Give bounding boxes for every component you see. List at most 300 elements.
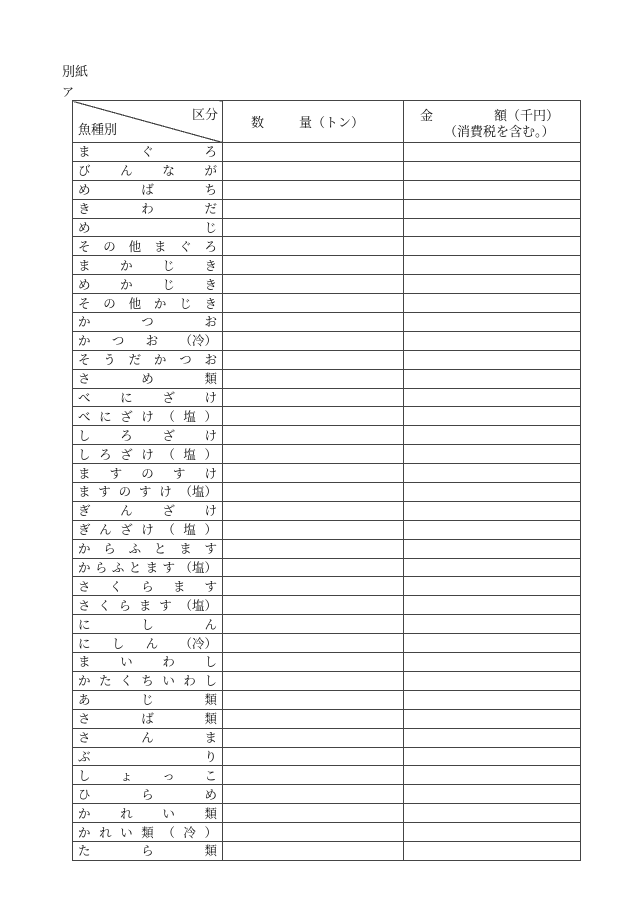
fish-name-cell (73, 369, 223, 388)
fish-name (73, 767, 222, 784)
fish-name-char: （塩） (179, 484, 217, 500)
fish-name-char: あ (78, 692, 91, 708)
fish-name (73, 672, 222, 689)
quantity-cell[interactable] (223, 823, 404, 842)
fish-name-char: び (78, 163, 91, 179)
fish-name-char: （ (162, 446, 175, 462)
fish-name (73, 729, 222, 746)
fish-name-cell (73, 653, 223, 672)
fish-name-cell (73, 388, 223, 407)
table-row (73, 369, 581, 388)
quantity-cell[interactable] (223, 785, 404, 804)
table-row (73, 823, 581, 842)
quantity-cell[interactable] (223, 388, 404, 407)
table-row (73, 653, 581, 672)
fish-name (73, 200, 222, 217)
table-row (73, 577, 581, 596)
fish-name-char: の (103, 295, 116, 311)
amount-cell[interactable] (404, 180, 581, 199)
header-diagonal-cell (73, 101, 223, 143)
fish-name-char: ぎ (78, 522, 91, 538)
fish-name-char: く (98, 597, 111, 613)
fish-name-char: ） (204, 446, 217, 462)
quantity-cell[interactable] (223, 445, 404, 464)
amount-cell[interactable] (404, 690, 581, 709)
fish-name (73, 653, 222, 670)
fish-name-char: ろ (204, 238, 217, 254)
fish-name-char: つ (111, 333, 125, 349)
amount-header-part2: 額（千円） (494, 109, 560, 124)
fish-name-char: （塩） (179, 560, 217, 576)
fish-name-cell (73, 804, 223, 823)
fish-name-char: け (204, 427, 217, 443)
fish-name (73, 219, 222, 236)
fish-name-char: ざ (162, 390, 175, 406)
table-row (73, 558, 581, 577)
fish-name-char: さ (78, 730, 91, 746)
amount-cell[interactable] (404, 143, 581, 162)
amount-cell[interactable] (404, 615, 581, 634)
fish-name-char: れ (120, 805, 133, 821)
quantity-cell[interactable] (223, 709, 404, 728)
fish-name-char: さ (78, 371, 91, 387)
fish-name-cell (73, 596, 223, 615)
quantity-cell[interactable] (223, 747, 404, 766)
fish-name-char: り (204, 748, 217, 764)
quantity-cell[interactable] (223, 766, 404, 785)
fish-catch-table (72, 100, 581, 861)
amount-cell[interactable] (404, 161, 581, 180)
fish-name-char: し (141, 616, 154, 632)
fish-name-char: ざ (162, 427, 175, 443)
table-row (73, 331, 581, 350)
fish-name-cell (73, 180, 223, 199)
quantity-cell[interactable] (223, 180, 404, 199)
fish-name-char: 類 (204, 805, 217, 821)
quantity-cell[interactable] (223, 728, 404, 747)
fish-name-cell (73, 539, 223, 558)
fish-name-char: し (204, 673, 217, 689)
table-row (73, 426, 581, 445)
amount-cell[interactable] (404, 369, 581, 388)
quantity-cell[interactable] (223, 294, 404, 313)
fish-name-char: け (204, 503, 217, 519)
fish-name-char: つ (141, 314, 154, 330)
amount-cell[interactable] (404, 294, 581, 313)
quantity-cell[interactable] (223, 653, 404, 672)
fish-name-char: か (78, 333, 91, 349)
fish-name-char: ふ (128, 541, 142, 557)
fish-name-char: わ (141, 201, 154, 217)
fish-name-char: （ (162, 522, 175, 538)
fish-name-char: す (138, 484, 152, 500)
amount-cell[interactable] (404, 199, 581, 218)
table-row (73, 218, 581, 237)
fish-name-char: き (78, 201, 91, 217)
quantity-cell[interactable] (223, 501, 404, 520)
fish-name (73, 502, 222, 519)
quantity-cell[interactable] (223, 331, 404, 350)
fish-name-char: か (78, 314, 91, 330)
fish-name-cell (73, 331, 223, 350)
fish-name-char: ざ (120, 446, 133, 462)
fish-name-char: け (141, 522, 154, 538)
amount-cell[interactable] (404, 388, 581, 407)
fish-name-char: ら (94, 560, 108, 576)
amount-cell[interactable] (404, 785, 581, 804)
quantity-cell[interactable] (223, 275, 404, 294)
table-row (73, 143, 581, 162)
amount-cell[interactable] (404, 653, 581, 672)
fish-name (73, 276, 222, 293)
fish-name (73, 483, 222, 500)
category-header: 区分 (191, 108, 218, 123)
amount-cell[interactable] (404, 577, 581, 596)
quantity-cell[interactable] (223, 558, 404, 577)
fish-name-char: わ (162, 654, 175, 670)
fish-name-char: 類 (204, 711, 217, 727)
fish-name-cell (73, 445, 223, 464)
fish-name-char: ろ (204, 144, 217, 160)
fish-name (73, 143, 222, 160)
amount-cell[interactable] (404, 331, 581, 350)
table-row (73, 161, 581, 180)
fish-name-char: ふ (111, 560, 125, 576)
table-row (73, 615, 581, 634)
quantity-cell[interactable] (223, 520, 404, 539)
fish-name-char: ら (103, 541, 116, 557)
amount-cell[interactable] (404, 275, 581, 294)
fish-name-char: ） (204, 408, 217, 424)
fish-name-char: じ (141, 692, 154, 708)
amount-cell[interactable] (404, 671, 581, 690)
fish-name-char: （塩） (179, 597, 217, 613)
fish-name-cell (73, 161, 223, 180)
quantity-cell[interactable] (223, 199, 404, 218)
fish-name-char: お (145, 333, 159, 349)
fish-name-char: 冷 (183, 824, 196, 840)
fish-name-char: さ (78, 597, 91, 613)
amount-cell[interactable] (404, 823, 581, 842)
fish-name-char: べ (78, 390, 91, 406)
quantity-cell[interactable] (223, 237, 404, 256)
quantity-cell[interactable] (223, 577, 404, 596)
fish-name-char: 類 (141, 824, 154, 840)
amount-cell[interactable] (404, 709, 581, 728)
fish-name (73, 332, 222, 349)
amount-cell[interactable] (404, 747, 581, 766)
fish-name-char: ぎ (78, 503, 91, 519)
fish-name-char: け (141, 446, 154, 462)
fish-name (73, 465, 222, 482)
fish-name-char: だ (128, 352, 142, 368)
fish-name-char: ば (141, 182, 154, 198)
fish-name-char: う (103, 352, 116, 368)
fish-name-cell (73, 634, 223, 653)
fish-name-char: ぐ (179, 238, 192, 254)
amount-cell[interactable] (404, 596, 581, 615)
fish-name-char: さ (78, 711, 91, 727)
fish-name-char: そ (78, 295, 91, 311)
fish-name-char: さ (78, 578, 91, 594)
fish-name-char: じ (162, 257, 175, 273)
quantity-cell[interactable] (223, 464, 404, 483)
fish-name-char: に (78, 616, 91, 632)
quantity-cell[interactable] (223, 218, 404, 237)
table-row (73, 350, 581, 369)
fish-name-char: く (120, 673, 133, 689)
quantity-cell[interactable] (223, 350, 404, 369)
fish-name-cell (73, 199, 223, 218)
fish-name (73, 427, 222, 444)
amount-cell[interactable] (404, 256, 581, 275)
fish-name-char: ろ (120, 427, 133, 443)
fish-name-char: め (78, 220, 91, 235)
amount-cell[interactable] (404, 313, 581, 332)
table-row (73, 709, 581, 728)
fish-name-char: ら (141, 578, 154, 594)
fish-name-cell (73, 294, 223, 313)
fish-name-char: （冷） (179, 635, 217, 651)
fish-name-cell (73, 747, 223, 766)
fish-name-cell (73, 426, 223, 445)
fish-name-char: ら (141, 843, 154, 859)
table-row (73, 596, 581, 615)
fish-name-char: ） (204, 522, 217, 538)
amount-cell[interactable] (404, 501, 581, 520)
fish-name (73, 805, 222, 822)
fish-name-char: か (78, 673, 91, 689)
fish-name-char: き (204, 276, 217, 292)
fish-name-cell (73, 766, 223, 785)
amount-cell[interactable] (404, 445, 581, 464)
fish-name (73, 597, 222, 614)
fish-name-char: し (78, 427, 91, 443)
fish-name-char: じ (204, 220, 217, 235)
fish-name-char: わ (183, 673, 196, 689)
fish-name-char: か (78, 824, 91, 840)
fish-name (73, 351, 222, 368)
fish-name (73, 521, 222, 538)
quantity-cell[interactable] (223, 407, 404, 426)
fish-name (73, 238, 222, 255)
amount-cell[interactable] (404, 634, 581, 653)
fish-name-char: に (99, 408, 112, 424)
fish-name-cell (73, 237, 223, 256)
fish-name-char: け (204, 465, 217, 481)
fish-name (73, 824, 222, 841)
fish-name-char: な (162, 163, 175, 179)
fish-name-char: ） (204, 824, 217, 840)
quantity-cell[interactable] (223, 143, 404, 162)
quantity-cell[interactable] (223, 313, 404, 332)
fish-name-char: ま (78, 484, 91, 500)
fish-name-char: く (109, 578, 123, 594)
fish-name-cell (73, 501, 223, 520)
fish-name-cell (73, 275, 223, 294)
fish-name-char: ん (99, 522, 112, 538)
quantity-cell[interactable] (223, 539, 404, 558)
fish-name-char: ま (145, 560, 159, 576)
fish-name-char: ま (138, 597, 152, 613)
fish-name-char: し (204, 654, 217, 670)
amount-cell[interactable] (404, 483, 581, 502)
fish-name-char: ま (153, 238, 167, 254)
table-row (73, 237, 581, 256)
fish-name (73, 446, 222, 463)
amount-cell[interactable] (404, 426, 581, 445)
fish-name-char: ま (172, 578, 186, 594)
fish-name-char: 塩 (183, 446, 196, 462)
quantity-cell[interactable] (223, 369, 404, 388)
amount-cell[interactable] (404, 804, 581, 823)
fish-name-char: い (162, 673, 175, 689)
fish-name-char: す (98, 484, 111, 500)
fish-name-char: め (141, 371, 154, 387)
fish-name-char: け (141, 408, 154, 424)
amount-cell[interactable] (404, 841, 581, 860)
table-row (73, 766, 581, 785)
fish-name-cell (73, 671, 223, 690)
fish-name-char: れ (99, 824, 112, 840)
fish-name-char: ん (120, 163, 133, 179)
fish-name-cell (73, 350, 223, 369)
fish-name-char: 塩 (183, 408, 196, 424)
fish-name-char: 類 (204, 692, 217, 708)
amount-cell[interactable] (404, 237, 581, 256)
fish-name-char: き (204, 295, 217, 311)
amount-cell[interactable] (404, 520, 581, 539)
fish-name-char: ざ (120, 408, 133, 424)
fish-name-char: そ (78, 352, 91, 368)
quantity-cell[interactable] (223, 690, 404, 709)
quantity-cell[interactable] (223, 615, 404, 634)
fish-name-char: し (78, 446, 91, 462)
fish-name-char: （冷） (179, 333, 217, 349)
fish-name-char: ま (78, 654, 91, 670)
fish-name-char: ま (179, 541, 192, 557)
fish-name-char: べ (78, 408, 91, 424)
fish-name-char: ざ (120, 522, 133, 538)
quantity-cell[interactable] (223, 426, 404, 445)
amount-header-part1: 金 (420, 109, 434, 124)
fish-name-char: お (204, 314, 217, 330)
amount-cell[interactable] (404, 464, 581, 483)
amount-header-cell (404, 101, 581, 143)
fish-name-char: め (78, 182, 91, 198)
table-row (73, 483, 581, 502)
fish-name-cell (73, 558, 223, 577)
table-row (73, 841, 581, 860)
fish-name-char: 類 (204, 371, 217, 387)
fish-name (73, 635, 222, 652)
table-row (73, 671, 581, 690)
table-row (73, 294, 581, 313)
fish-name-cell (73, 483, 223, 502)
fish-name-cell (73, 407, 223, 426)
fish-name-cell (73, 690, 223, 709)
fish-name-cell (73, 577, 223, 596)
fish-name-char: ち (141, 673, 154, 689)
fish-name (73, 786, 222, 803)
amount-cell[interactable] (404, 558, 581, 577)
fish-name-char: す (172, 465, 186, 481)
fish-name-char: か (78, 541, 91, 557)
fish-name-cell (73, 785, 223, 804)
amount-cell[interactable] (404, 728, 581, 747)
quantity-cell[interactable] (223, 804, 404, 823)
fish-name-char: じ (179, 295, 192, 311)
fish-name-char: 類 (204, 843, 217, 859)
fish-name-cell (73, 728, 223, 747)
fish-name-char: こ (204, 767, 217, 783)
table-row (73, 747, 581, 766)
fish-name-cell (73, 313, 223, 332)
fish-name-char: ち (204, 182, 217, 198)
fish-name-char: つ (179, 352, 192, 368)
fish-name-char: ぐ (141, 144, 154, 160)
fish-name-char: に (78, 635, 91, 651)
table-row (73, 199, 581, 218)
table-row (73, 388, 581, 407)
fish-name (73, 578, 222, 595)
fish-name-char: め (78, 276, 91, 292)
table-row (73, 728, 581, 747)
amount-cell[interactable] (404, 407, 581, 426)
fish-name-char: い (120, 654, 133, 670)
fish-name-char: だ (204, 201, 217, 217)
fish-name-char: の (141, 465, 154, 481)
quantity-cell[interactable] (223, 596, 404, 615)
fish-name-cell (73, 615, 223, 634)
quantity-cell[interactable] (223, 634, 404, 653)
table-row (73, 180, 581, 199)
fish-name-char: （ (162, 408, 175, 424)
fish-name-char: ん (141, 730, 154, 746)
amount-cell[interactable] (404, 766, 581, 785)
fish-name-char: 他 (128, 238, 142, 254)
fish-name-char: の (103, 238, 116, 254)
quantity-cell[interactable] (223, 483, 404, 502)
fish-name (73, 616, 222, 633)
fish-name-char: か (120, 257, 133, 273)
amount-cell[interactable] (404, 350, 581, 369)
amount-cell[interactable] (404, 218, 581, 237)
table-row (73, 464, 581, 483)
quantity-cell[interactable] (223, 671, 404, 690)
table-row (73, 313, 581, 332)
fish-name-char: い (120, 824, 133, 840)
quantity-cell[interactable] (223, 161, 404, 180)
fish-name-char: ひ (78, 786, 91, 802)
fish-name-char: そ (78, 238, 91, 254)
quantity-cell[interactable] (223, 256, 404, 275)
fish-name-char: ざ (162, 503, 175, 519)
fish-name-cell (73, 823, 223, 842)
fish-name-char: 他 (128, 295, 142, 311)
section-label: ア (62, 85, 75, 99)
fish-name-char: か (153, 295, 167, 311)
fish-name-char: す (159, 597, 172, 613)
fish-name-char: ら (141, 786, 154, 802)
amount-cell[interactable] (404, 539, 581, 558)
fish-name (73, 257, 222, 274)
fish-name-cell (73, 143, 223, 162)
fish-name-char: と (128, 560, 142, 576)
quantity-cell[interactable] (223, 841, 404, 860)
fish-name-char: ま (204, 730, 217, 746)
fish-name-char: た (78, 843, 91, 859)
